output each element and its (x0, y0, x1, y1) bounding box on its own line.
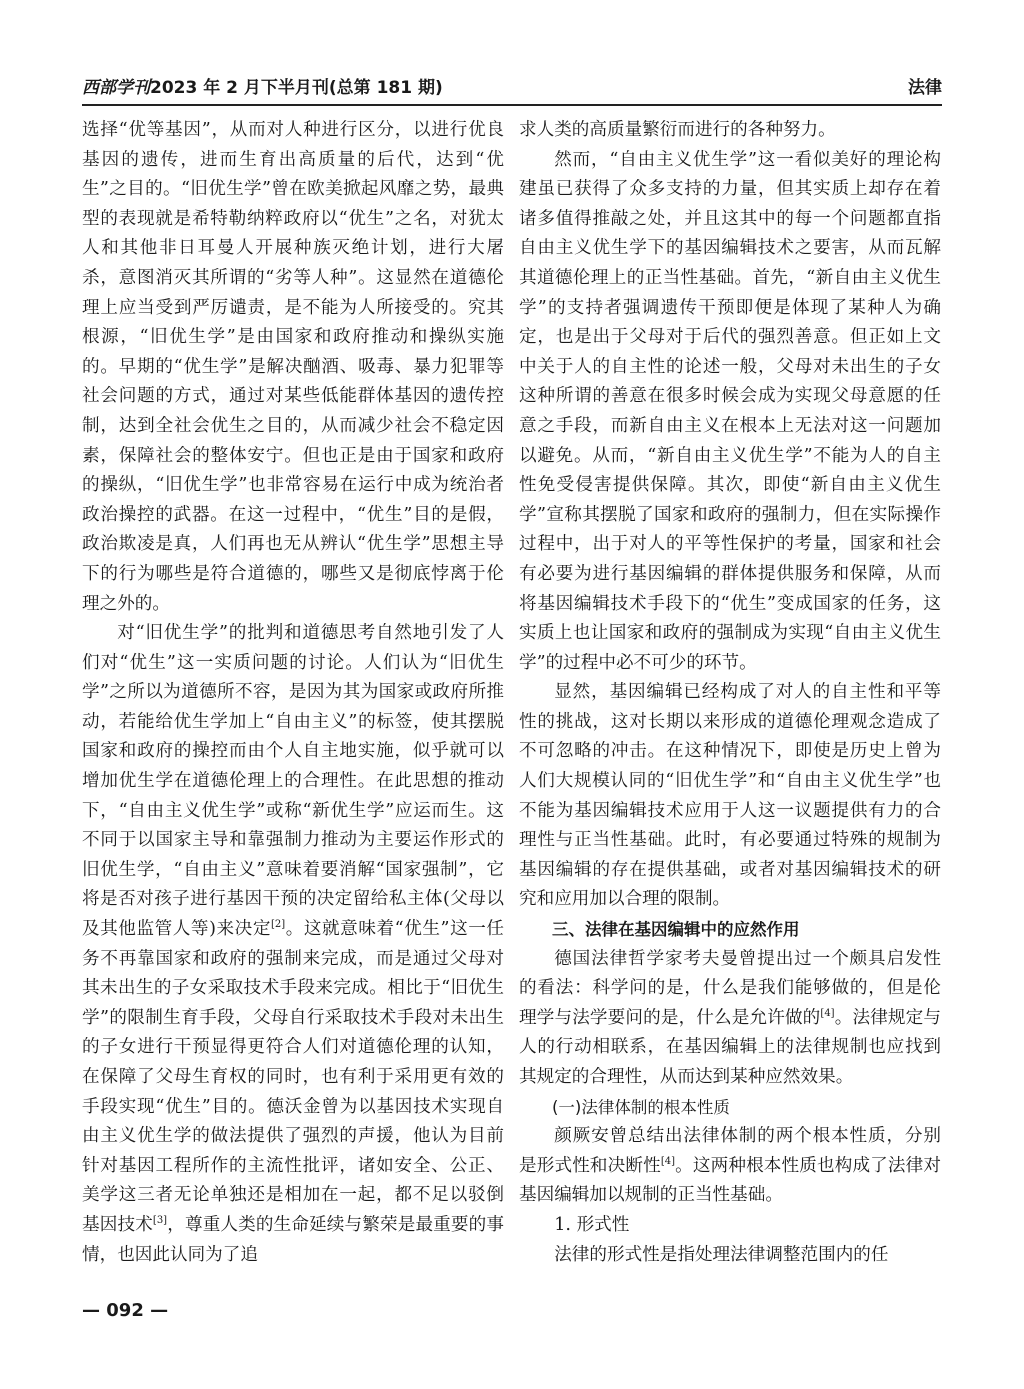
paragraph (82, 619, 504, 1270)
left-column (82, 116, 504, 1270)
section-heading: 三、法律在基因编辑中的应然作用 (552, 920, 800, 940)
journal-logo: 西部学刊 (82, 78, 150, 98)
header-divider (82, 104, 942, 106)
issue-info: 2023 年 2 月下半月刊(总第 181 期) (150, 78, 443, 98)
citation-ref: [3] (152, 1215, 168, 1227)
right-column (519, 116, 941, 1270)
paragraph (519, 945, 941, 1093)
paragraph-text: 颜厥安曾总结出法律体制的两个根本性质，分别是形式性和决断性 (519, 1126, 941, 1176)
paragraph-text: 德国法律哲学家考夫曼曾提出过一个颇具启发性的看法：科学问的是，什么是我们能够做的，但是伦理学与法学要问的是，什么是允许做的 (519, 948, 941, 1028)
paragraph (519, 1122, 941, 1211)
paragraph-text: 。这就意味着“优生”这一任务不再靠国家和政府的强制来完成，而是通过父母对其未出生的子女采取技术手段来完成。相比于“旧优生学”的限制生育手段，父母自行采取技术手段对未出生的子女进行干预显得更符合人们对道德伦理的认知，在保障了父母生育权的同时，也有利于采用更有效的手段实现“优生”目的。德沃金曾为以基因技术实现自由主义优生学的做法提供了强烈的声援，他认为目前针对基因工程所作的主流性批评，诸如安全、公正、美学这三者无论单独还是相加在一起，都不足以驳倒基因技术 (82, 919, 504, 1235)
paragraph-text: 。法律规定与人的行动相联系，在基因编辑上的法律规制也应找到其规定的合理性，从而达到某种应然效果。 (519, 1007, 941, 1087)
journal-issue-line (82, 73, 443, 98)
citation-ref: [4] (820, 1007, 835, 1019)
page-number: — 092 — (82, 1300, 169, 1321)
citation-ref: [4] (660, 1155, 676, 1167)
paragraph: 法律的形式性是指处理法律调整范围内的任 (554, 1244, 889, 1265)
paragraph: 显然，基因编辑已经构成了对人的自主性和平等性的挑战，这对长期以来形成的道德伦理观念造成了不可忽略的冲击。在这种情况下，即使是历史上曾为人们大规模认同的“旧优生学”和“自由主义优生学”也不能为基因编辑技术应用于人这一议题提供有力的合理性与正当性基础。此时，有必要通过特殊的规制为基因编辑的存在提供基础，或者对基因编辑技术的研究和应用加以合理的限制。 (519, 682, 941, 910)
list-item-heading: 1. 形式性 (554, 1214, 630, 1235)
paragraph: 选择“优等基因”，从而对人种进行区分，以进行优良基因的遗传，进而生育出高质量的后代，达到“优生”之目的。“旧优生学”曾在欧美掀起风靡之势，最典型的表现就是希特勒纳粹政府以“优生”之名，对犹太人和其他非日耳曼人开展种族灭绝计划，进行大屠杀，意图消灭其所谓的“劣等人种”。这显然在道德伦理上应当受到严厉谴责，是不能为人所接受的。究其根源，“旧优生学”是由国家和政府推动和操纵实施的。早期的“优生学”是解决酗酒、吸毒、暴力犯罪等社会问题的方式，通过对某些低能群体基因的遗传控制，达到全社会优生之目的，从而减少社会不稳定因素，保障社会的整体安宁。但也正是由于国家和政府的操纵，“旧优生学”也非常容易在运行中成为统治者政治操控的武器。在这一过程中，“优生”目的是假，政治欺凌是真，人们再也无从辨认“优生学”思想主导下的行为哪些是符合道德的，哪些又是彻底悖离于伦理之外的。 (82, 120, 504, 614)
paragraph: 然而，“自由主义优生学”这一看似美好的理论构建虽已获得了众多支持的力量，但其实质上却存在着诸多值得推敲之处，并且这其中的每一个问题都直指自由主义优生学下的基因编辑技术之要害，从而瓦解其道德伦理上的正当性基础。首先，“新自由主义优生学”的支持者强调遗传干预即便是体现了某种人为确定，也是出于父母对于后代的强烈善意。但正如上文中关于人的自主性的论述一般，父母对未出生的子女这种所谓的善意在很多时候会成为实现父母意愿的任意之手段，而新自由主义在根本上无法对这一问题加以避免。从而，“新自由主义优生学”不能为人的自主性免受侵害提供保障。其次，即使“新自由主义优生学”宣称其摆脱了国家和政府的强制力，但在实际操作过程中，出于对人的平等性保护的考量，国家和社会有必要为进行基因编辑的群体提供服务和保障，从而将基因编辑技术手段下的“优生”变成国家的任务，这实质上也让国家和政府的强制成为实现“自由主义优生学”的过程中必不可少的环节。 (519, 149, 941, 673)
paragraph-text: ，尊重人类的生命延续与繁荣是最重要的事情，也因此认同为了追 (82, 1214, 504, 1265)
subsection-heading: (一)法律体制的根本性质 (552, 1097, 730, 1117)
citation-ref: [2] (270, 919, 286, 931)
paragraph-text: 对“旧优生学”的批判和道德思考自然地引发了人们对“优生”这一实质问题的讨论。人们认为“旧优生学”之所以为道德所不容，是因为其为国家或政府所推动，若能给优生学加上“自由主义”的标签，使其摆脱国家和政府的操控而由个人自主地实施，似乎就可以增加优生学在道德伦理上的合理性。在此思想的推动下，“自由主义优生学”或称“新优生学”应运而生。这不同于以国家主导和靠强制力推动为主要运作形式的旧优生学，“自由主义”意味着要消解“国家强制”，它将是否对孩子进行基因干预的决定留给私主体(父母以及其他监管人等)来决定 (82, 623, 504, 940)
section-label: 法律 (908, 78, 942, 98)
paragraph-text: 。这两种根本性质也构成了法律对基因编辑加以规制的正当性基础。 (519, 1155, 941, 1206)
paragraph: 求人类的高质量繁衍而进行的各种努力。 (519, 120, 836, 140)
running-header (82, 70, 942, 100)
